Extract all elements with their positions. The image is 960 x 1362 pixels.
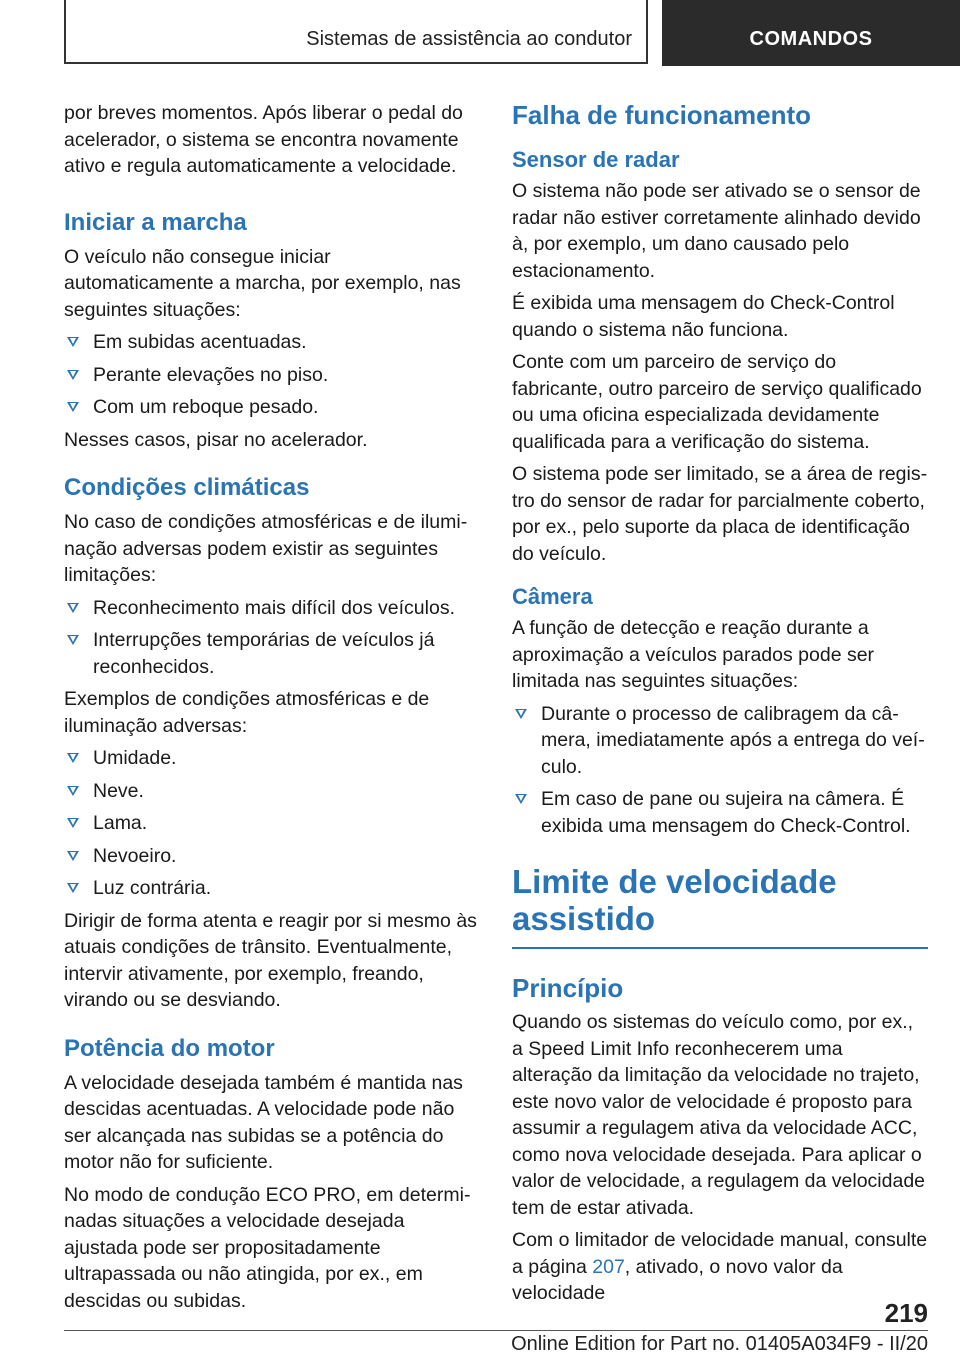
list-item: Durante o processo de calibragem da câmera, imediatamente após a entrega do veículo.	[512, 701, 928, 781]
list-item: Em caso de pane ou sujeira na câmera. É exibida uma mensagem do Check-Control.	[512, 786, 928, 839]
paragraph-camera: A função de detecção e reação durante a aproximação a veículos parados pode ser limitada nas seguintes situações:	[512, 617, 875, 692]
triangle-bullet-icon	[67, 402, 79, 412]
triangle-bullet-icon	[67, 603, 79, 613]
list-item: Neve.	[64, 778, 478, 805]
paragraph-limitador: Com o limitador de velocidade manual, consulte a página 207, ativado, o novo valor da velocidade	[512, 1229, 928, 1304]
list-item: Reconhecimento mais difícil dos veículos.	[64, 595, 478, 622]
paragraph-marcha-end: Nesses casos, pisar no acelerador.	[64, 428, 368, 451]
triangle-bullet-icon	[67, 818, 79, 828]
chapter-title: COMANDOS	[749, 28, 873, 50]
triangle-bullet-icon	[67, 370, 79, 380]
heading-camera: Câmera	[512, 584, 593, 609]
paragraph-motor-1: A velocidade desejada também é mantida nas descidas acentuadas. A velocidade pode não ser alcançada nas subidas se a potência do motor não for suficiente.	[64, 1071, 463, 1173]
right-column	[512, 100, 928, 1313]
chapter-tab	[662, 0, 960, 66]
heading-iniciar-marcha: Iniciar a marcha	[64, 208, 247, 236]
footer-edition: Online Edition for Part no. 01405A034F9 - II/20	[511, 1333, 928, 1355]
list-item: Umidade.	[64, 745, 478, 772]
list-item: Em subidas acentuadas.	[64, 329, 478, 356]
triangle-bullet-icon	[515, 794, 527, 804]
paragraph-radar-3: Conte com um parceiro de serviço do fabricante, outro parceiro de serviço qualificado ou uma oficina especializada devidamente qualificada para a verificação do sistema.	[512, 351, 922, 453]
list-exemplos	[64, 745, 478, 902]
heading-sensor-radar: Sensor de radar	[512, 147, 680, 172]
page-header	[0, 0, 960, 66]
page-link-207[interactable]: 207	[592, 1255, 625, 1278]
paragraph-exemplos: Exemplos de condições atmosféricas e de iluminação adversas:	[64, 688, 430, 737]
footer-divider	[64, 1330, 928, 1331]
heading-condicoes-climaticas: Condições climáticas	[64, 474, 310, 501]
paragraph-principio: Quando os sistemas do veículo como, por ex., a Speed Limit Info reconhecerem uma alteração da limitação da velocidade no trajeto, este novo valor de velocidade é proposto para assumir a regulagem ativa da velocidade ACC, como nova velocidade desejada. Para aplicar o valor de velocidade, a regulagem da velocidade tem de estar ativada.	[512, 1011, 926, 1219]
list-clima	[64, 595, 478, 681]
paragraph-radar-2: É exibida uma mensagem do Check-Control quando o sistema não funciona.	[512, 292, 895, 341]
triangle-bullet-icon	[67, 753, 79, 763]
paragraph-dirigir: Dirigir de forma atenta e reagir por si mesmo às atuais condições de trânsito. Eventualmente, intervir ativamente, por exemplo, freando, virando ou se desviando.	[64, 909, 477, 1011]
list-item: Perante elevações no piso.	[64, 362, 478, 389]
intro-paragraph: por breves momentos. Após liberar o pedal do acelerador, o sistema se encontra novamente ativo e regula automaticamente a velocidade.	[64, 102, 463, 177]
triangle-bullet-icon	[515, 709, 527, 719]
paragraph-motor-2: No modo de condução ECO PRO, em determinadas situações a velocidade desejada ajustada pode ser propositadamente ultrapassada ou não atingida, por ex., em descidas ou subidas.	[64, 1183, 471, 1312]
heading-potencia-motor: Potência do motor	[64, 1034, 275, 1062]
paragraph-radar-1: O sistema não pode ser ativado se o sensor de radar não estiver corretamente alinhado devido à, por exemplo, um dano causado pelo estacionamento.	[512, 180, 921, 282]
list-item: Lama.	[64, 810, 478, 837]
heading-limite-velocidade: Limite de velocidade assistido	[512, 863, 928, 949]
page-number: 219	[884, 1298, 928, 1328]
triangle-bullet-icon	[67, 786, 79, 796]
list-item: Luz contrária.	[64, 875, 478, 902]
paragraph-radar-4: O sistema pode ser limitado, se a área de registro do sensor de radar for parcialmente coberto, por ex., pelo suporte da placa de identificação do veículo.	[512, 463, 928, 565]
triangle-bullet-icon	[67, 337, 79, 347]
section-title: Sistemas de assistência ao condutor	[306, 28, 632, 50]
list-marcha	[64, 329, 478, 421]
list-item: Interrupções temporárias de veículos já reconhecidos.	[64, 627, 478, 680]
triangle-bullet-icon	[67, 851, 79, 861]
list-camera	[512, 701, 928, 840]
paragraph-marcha: O veículo não consegue iniciar automaticamente a marcha, por exemplo, nas seguintes situações:	[64, 245, 461, 321]
triangle-bullet-icon	[67, 635, 79, 645]
left-column	[64, 100, 478, 1320]
section-header-box	[64, 0, 648, 64]
paragraph-clima: No caso de condições atmosféricas e de iluminação adversas podem existir as seguintes limitações:	[64, 511, 468, 586]
list-item: Nevoeiro.	[64, 843, 478, 870]
triangle-bullet-icon	[67, 883, 79, 893]
list-item: Com um reboque pesado.	[64, 394, 478, 421]
heading-principio: Princípio	[512, 973, 624, 1003]
heading-falha-funcionamento: Falha de funcionamento	[512, 100, 812, 130]
